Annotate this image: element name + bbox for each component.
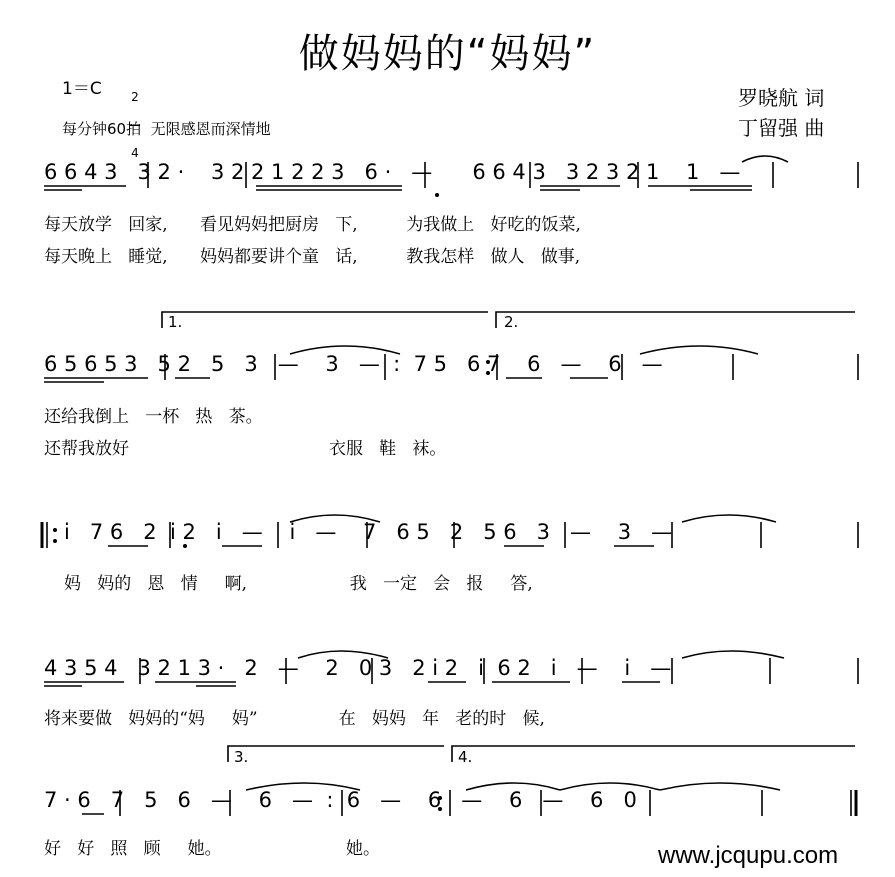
page-title: 做妈妈的“妈妈” [298, 31, 597, 77]
lyric-line-1b: 每天晚上 睡觉, 妈妈都要讲个童 话, 教我怎样 做人 做事, [44, 247, 581, 267]
tempo-marking: 每分钟60拍 无限感恩而深情地 [62, 120, 271, 138]
time-denominator: 4 [131, 146, 139, 160]
notation-line-2: 6 5 6 5 3 5 2 5 3 — 3 — : 7 5 6 7 6 — 6 — [44, 352, 663, 376]
watermark: www.jcqupu.com [658, 842, 839, 869]
lyric-line-3: 妈 妈的 恩 情 啊, 我 一定 会 报 答, [64, 574, 533, 594]
lyric-line-1a: 每天放学 回家, 看见妈妈把厨房 下, 为我做上 好吃的饭菜, [44, 215, 581, 235]
volta-3: 3. [234, 748, 249, 766]
notation-line-4: 4 3 5 4 3 2 1 3 · 2 — 2 0 3 2 i 2 i 6 2 i — i — [44, 656, 672, 680]
notation-line-1: 6 6 4 3 3 2 · 3 2 2 1 2 2 3 6 · — 6 6 4 3 3 2 3 2 1 1 — [44, 160, 741, 184]
time-numerator: 2 [131, 90, 139, 104]
lyric-line-5: 好 好 照 顾 她。 她。 [44, 839, 380, 859]
lyricist-credit: 罗晓航 词 [738, 86, 825, 110]
notation-line-5: 7 · 6 7 5 6 — 6 — : 6 — 6 — 6 — 6 0 [44, 788, 637, 812]
volta-4: 4. [458, 748, 473, 766]
key-signature: 1＝C [62, 79, 102, 99]
lyric-line-2b: 还帮我放好 衣服 鞋 袜。 [44, 439, 447, 459]
lyric-line-2a: 还给我倒上 一杯 热 茶。 [44, 407, 263, 427]
lyric-line-4: 将来要做 妈妈的“妈 妈” 在 妈妈 年 老的时 候, [44, 709, 545, 729]
volta-1: 1. [168, 313, 183, 331]
volta-2: 2. [504, 313, 519, 331]
composer-credit: 丁留强 曲 [738, 116, 825, 140]
notation-line-3: i 7 6 2 i 2 i — i — 7 6 5 2 5 6 3 — 3 — [64, 520, 673, 544]
